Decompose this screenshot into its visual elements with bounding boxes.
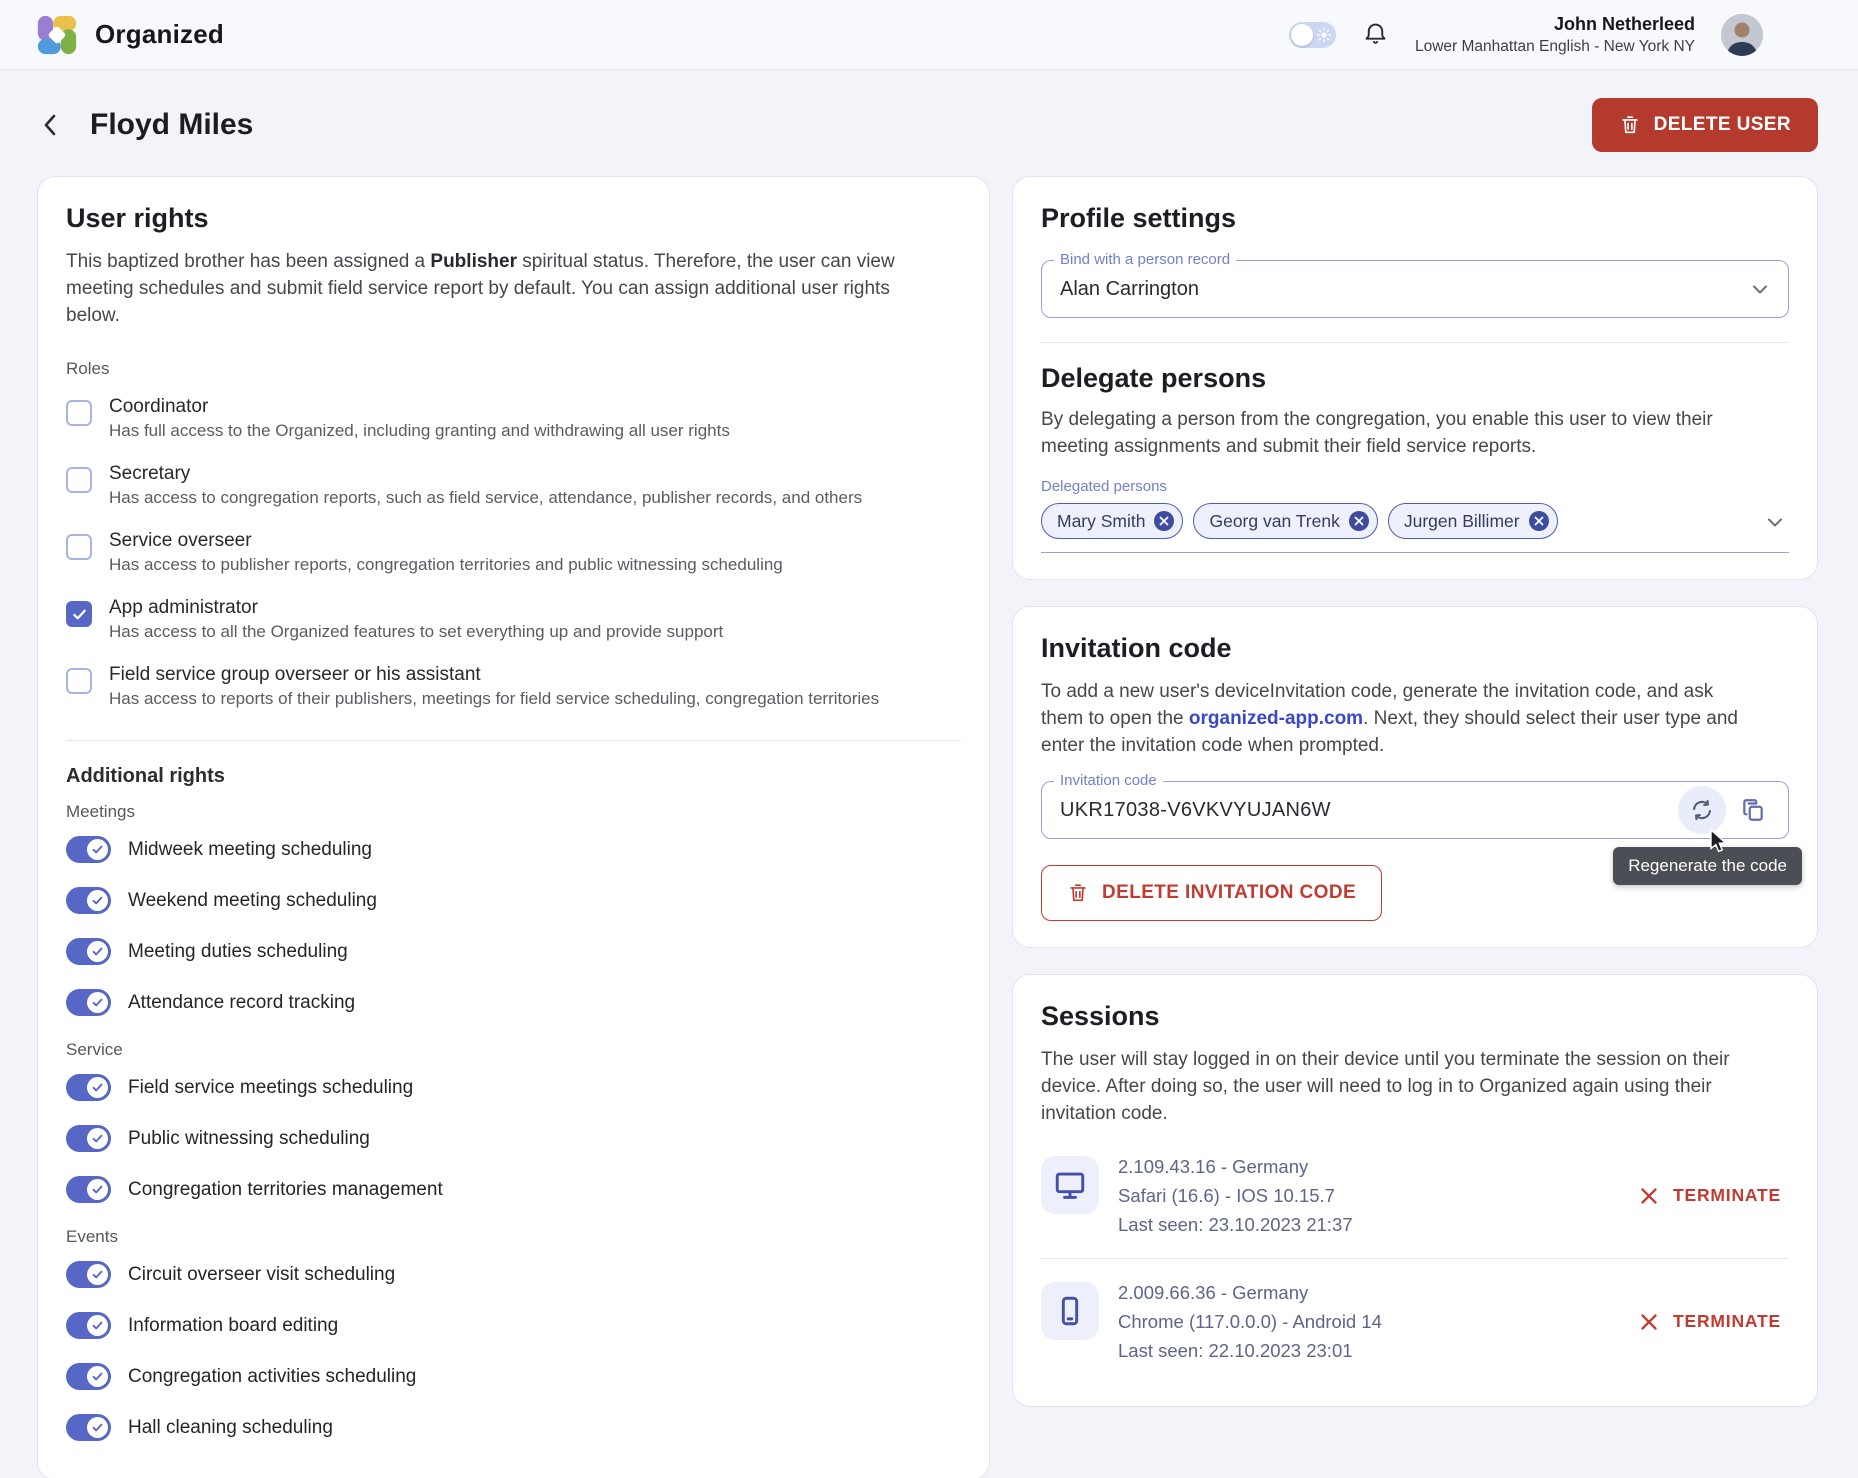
- refresh-icon: [1689, 797, 1715, 823]
- user-rights-title: User rights: [66, 203, 209, 233]
- toggle-knob: [87, 1417, 108, 1438]
- copy-icon: [1740, 797, 1766, 823]
- brand: [34, 12, 224, 58]
- check-icon: [91, 1421, 104, 1434]
- session-ip: 2.109.43.16 - Germany: [1118, 1156, 1309, 1177]
- right-toggle[interactable]: [66, 1363, 111, 1390]
- current-user-name: John Netherleed: [1553, 13, 1695, 34]
- role-description: Has access to publisher reports, congregation territories and public witnessing scheduling: [109, 555, 783, 574]
- top-bar: [0, 0, 1858, 70]
- additional-rights-label: Additional rights: [66, 765, 225, 787]
- sessions-card: [1012, 974, 1818, 1407]
- check-icon: [91, 996, 104, 1009]
- toggle-label: Hall cleaning scheduling: [128, 1416, 333, 1438]
- additional-right-row: [66, 1062, 961, 1113]
- check-icon: [71, 606, 88, 623]
- check-icon: [91, 1268, 104, 1281]
- person-record-select[interactable]: [1041, 251, 1789, 318]
- session-browser: Chrome (117.0.0.0) - Android 14: [1118, 1311, 1382, 1332]
- delegated-persons-select[interactable]: [1041, 503, 1789, 553]
- additional-right-row: [66, 1351, 961, 1402]
- delegate-persons-title: Delegate persons: [1041, 363, 1267, 393]
- rights-divider: [66, 740, 961, 741]
- sun-icon: [1317, 28, 1331, 42]
- role-item: [66, 519, 961, 586]
- chevron-down-icon[interactable]: [1748, 277, 1772, 301]
- mobile-icon: [1053, 1294, 1087, 1328]
- roles-label: Roles: [66, 359, 110, 378]
- additional-right-row: [66, 1164, 961, 1215]
- delegated-person-chip: [1388, 503, 1558, 539]
- invitation-code-field[interactable]: [1041, 772, 1789, 839]
- device-tile: [1041, 1282, 1099, 1340]
- theme-toggle[interactable]: [1289, 22, 1336, 48]
- role-checkbox[interactable]: [66, 467, 92, 493]
- x-icon: [1639, 1312, 1659, 1332]
- session-last-seen: Last seen: 22.10.2023 23:01: [1118, 1340, 1353, 1361]
- toggle-knob: [87, 1077, 108, 1098]
- avatar[interactable]: [1721, 14, 1763, 56]
- invitation-code-card: [1012, 606, 1818, 948]
- additional-right-row: [66, 977, 961, 1028]
- right-toggle[interactable]: [66, 887, 111, 914]
- sessions-list: [1041, 1137, 1789, 1380]
- mouse-cursor: [1709, 829, 1731, 855]
- role-name: Service overseer: [109, 530, 252, 551]
- delegate-persons-description: By delegating a person from the congregation, you enable this user to view their meeting assignments and submit their field service reports.: [1041, 409, 1713, 457]
- check-icon: [91, 1132, 104, 1145]
- toggle-label: Information board editing: [128, 1314, 339, 1336]
- right-toggle[interactable]: [66, 1414, 111, 1441]
- terminate-button[interactable]: [1639, 1311, 1789, 1332]
- toggle-label: Meeting duties scheduling: [128, 940, 348, 962]
- invitation-code-title: Invitation code: [1041, 633, 1232, 663]
- invitation-code-field-label: Invitation code: [1054, 772, 1163, 789]
- role-checkbox[interactable]: [66, 400, 92, 426]
- chip-label: Georg van Trenk: [1209, 510, 1340, 531]
- spiritual-status: Publisher: [430, 251, 517, 272]
- chip-remove-icon[interactable]: [1154, 511, 1174, 531]
- delete-user-button[interactable]: [1592, 98, 1818, 152]
- chevron-left-icon: [38, 112, 64, 138]
- role-name: Coordinator: [109, 396, 209, 417]
- page-head: [0, 70, 1858, 176]
- profile-divider: [1041, 342, 1789, 343]
- check-icon: [91, 894, 104, 907]
- toggle-knob: [87, 941, 108, 962]
- toggle-knob: [87, 890, 108, 911]
- profile-settings-title: Profile settings: [1041, 203, 1237, 233]
- additional-right-row: [66, 1300, 961, 1351]
- check-icon: [91, 1370, 104, 1383]
- session-browser: Safari (16.6) - IOS 10.15.7: [1118, 1185, 1335, 1206]
- right-toggle[interactable]: [66, 938, 111, 965]
- regenerate-tooltip: Regenerate the code: [1613, 847, 1802, 885]
- role-item: [66, 586, 961, 653]
- role-checkbox[interactable]: [66, 668, 92, 694]
- delete-user-label: DELETE USER: [1653, 114, 1791, 135]
- toggle-label: Congregation activities scheduling: [128, 1365, 417, 1387]
- role-description: Has access to congregation reports, such as field service, attendance, publisher records, and others: [109, 488, 863, 507]
- check-icon: [91, 843, 104, 856]
- delegated-person-chip: [1193, 503, 1377, 539]
- organized-app-link[interactable]: organized-app.com: [1188, 708, 1364, 729]
- trash-icon: [1619, 114, 1641, 136]
- terminate-label: TERMINATE: [1673, 1311, 1781, 1331]
- role-checkbox[interactable]: [66, 534, 92, 560]
- back-button[interactable]: [36, 110, 66, 140]
- current-user-block[interactable]: [1415, 13, 1695, 57]
- regenerate-code-button[interactable]: [1678, 786, 1726, 834]
- toggle-label: Attendance record tracking: [128, 991, 356, 1013]
- x-icon: [1639, 1186, 1659, 1206]
- user-rights-intro: This baptized brother has been assigned a Publisher spiritual status. Therefore, the user can view meeting schedules and submit field service report by default. You can assign additional user rights below.: [66, 251, 895, 326]
- role-item: [66, 452, 961, 519]
- check-icon: [91, 1319, 104, 1332]
- session-row: [1041, 1263, 1789, 1380]
- rights-group-label: Events: [66, 1227, 118, 1246]
- chip-label: Mary Smith: [1057, 510, 1146, 531]
- additional-right-row: [66, 824, 961, 875]
- person-record-value: Alan Carrington: [1060, 277, 1199, 300]
- delegated-person-chip: [1041, 503, 1183, 539]
- chevron-down-icon[interactable]: [1763, 510, 1787, 539]
- current-user-congregation: Lower Manhattan English - New York NY: [1414, 38, 1695, 56]
- chip-label: Jurgen Billimer: [1403, 510, 1520, 531]
- right-toggle[interactable]: [66, 1074, 111, 1101]
- check-icon: [91, 945, 104, 958]
- toggle-knob: [87, 1179, 108, 1200]
- toggle-label: Congregation territories management: [128, 1178, 443, 1200]
- page-title: Floyd Miles: [90, 108, 254, 141]
- role-name: Field service group overseer or his assistant: [109, 664, 481, 685]
- bell-icon: [1362, 21, 1389, 48]
- session-last-seen: Last seen: 23.10.2023 21:37: [1118, 1214, 1353, 1235]
- additional-right-row: [66, 1113, 961, 1164]
- role-name: App administrator: [109, 597, 258, 618]
- role-description: Has full access to the Organized, including granting and withdrawing all user rights: [109, 421, 730, 440]
- right-toggle[interactable]: [66, 1312, 111, 1339]
- avatar-photo: [1721, 14, 1763, 56]
- role-item: [66, 653, 961, 720]
- role-description: Has access to reports of their publishers, meetings for field service scheduling, congregation territories: [109, 689, 880, 708]
- right-toggle[interactable]: [66, 989, 111, 1016]
- invitation-code-description: To add a new user's deviceInvitation code, generate the invitation code, and ask them to open the organized-app.com. Next, they should select their user type and enter the invitation code when prompted.: [1041, 681, 1739, 756]
- toggle-knob: [87, 1264, 108, 1285]
- invitation-code-value: UKR17038-V6VKVYUJAN6W: [1060, 798, 1331, 821]
- theme-toggle-knob: [1291, 24, 1313, 46]
- additional-rights-groups: [66, 802, 961, 1453]
- delete-invitation-code-button[interactable]: [1041, 865, 1382, 921]
- desktop-icon: [1053, 1168, 1087, 1202]
- roles-list: [66, 385, 961, 720]
- session-ip: 2.009.66.36 - Germany: [1118, 1282, 1309, 1303]
- chip-remove-icon[interactable]: [1529, 511, 1549, 531]
- toggle-label: Circuit overseer visit scheduling: [128, 1263, 396, 1285]
- copy-code-button[interactable]: [1734, 791, 1772, 829]
- role-checkbox[interactable]: [66, 601, 92, 627]
- delete-invitation-code-label: DELETE INVITATION CODE: [1102, 882, 1357, 903]
- role-name: Secretary: [109, 463, 191, 484]
- right-toggle[interactable]: [66, 1261, 111, 1288]
- toggle-knob: [87, 992, 108, 1013]
- session-row: [1041, 1137, 1789, 1254]
- additional-right-row: [66, 926, 961, 977]
- device-tile: [1041, 1156, 1099, 1214]
- chip-remove-icon[interactable]: [1349, 511, 1369, 531]
- notifications-button[interactable]: [1362, 21, 1389, 48]
- additional-right-row: [66, 875, 961, 926]
- trash-icon: [1067, 882, 1089, 904]
- sessions-title: Sessions: [1041, 1001, 1160, 1031]
- delegated-persons-label: Delegated persons: [1041, 478, 1167, 495]
- check-icon: [91, 1081, 104, 1094]
- additional-right-row: [66, 1249, 961, 1300]
- additional-right-row: [66, 1402, 961, 1453]
- session-divider: [1041, 1258, 1789, 1259]
- sessions-description: The user will stay logged in on their device until you terminate the session on their device. After doing so, the user will need to log in to Organized again using their invitation code.: [1041, 1049, 1730, 1124]
- right-toggle[interactable]: [66, 1176, 111, 1203]
- toggle-label: Field service meetings scheduling: [128, 1076, 414, 1098]
- terminate-button[interactable]: [1639, 1185, 1789, 1206]
- toggle-knob: [87, 839, 108, 860]
- organized-logo-icon: [34, 12, 80, 58]
- person-record-label: Bind with a person record: [1054, 251, 1236, 268]
- rights-group-label: Service: [66, 1040, 123, 1059]
- toggle-knob: [87, 1315, 108, 1336]
- right-toggle[interactable]: [66, 836, 111, 863]
- rights-group-label: Meetings: [66, 802, 135, 821]
- toggle-knob: [87, 1366, 108, 1387]
- role-item: [66, 385, 961, 452]
- profile-settings-card: [1012, 176, 1818, 580]
- toggle-label: Midweek meeting scheduling: [128, 838, 372, 860]
- right-toggle[interactable]: [66, 1125, 111, 1152]
- toggle-label: Weekend meeting scheduling: [128, 889, 377, 911]
- terminate-label: TERMINATE: [1673, 1185, 1781, 1205]
- app-name: Organized: [95, 19, 224, 49]
- user-rights-card: [37, 176, 990, 1478]
- toggle-knob: [87, 1128, 108, 1149]
- check-icon: [91, 1183, 104, 1196]
- role-description: Has access to all the Organized features to set everything up and provide support: [109, 622, 724, 641]
- toggle-label: Public witnessing scheduling: [128, 1127, 370, 1149]
